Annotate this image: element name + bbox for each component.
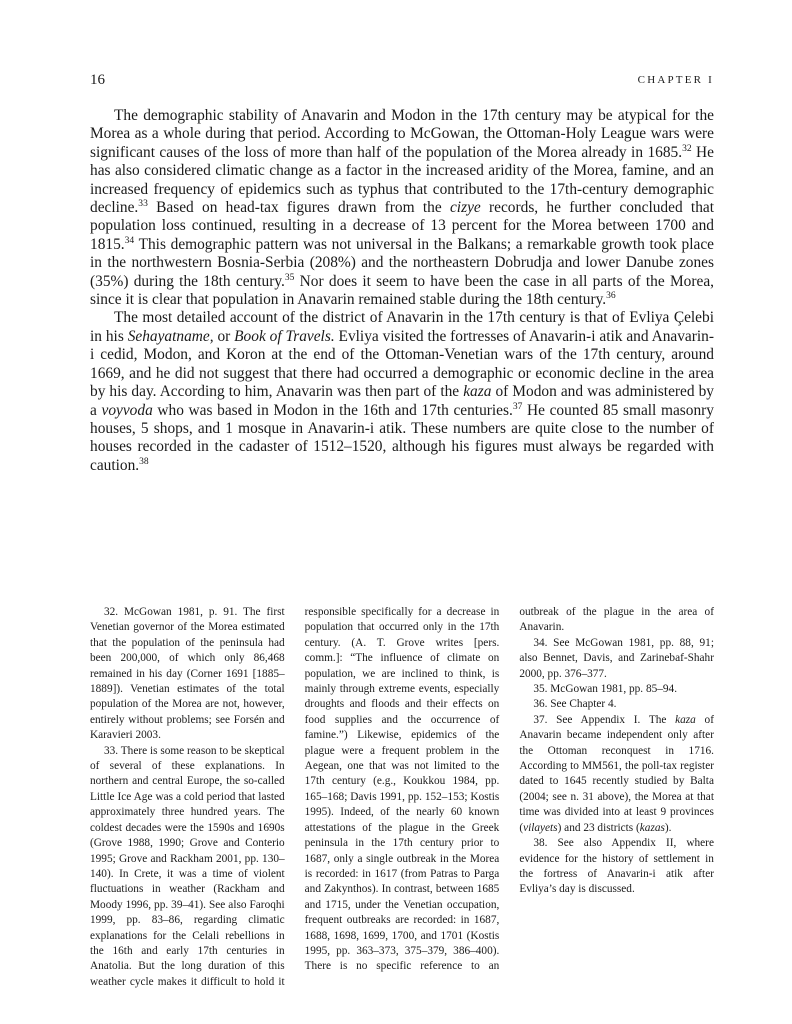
footnote xyxy=(519,713,714,836)
text-run: The demographic stability of Anavarin and Modon in the 17th century may be atypical for the Morea as a whole during that period. According to McGowan, the Ottoman-Holy League wars were significant causes of the loss of more than half of the population of the Morea already in 1685. xyxy=(90,107,714,161)
text-run: This demographic pattern was not universal in the Balkans; a remarkable growth took place in the northwestern Bosnia-Serbia (208%) and the northeastern Dobrudja and lower Danube zones (35%) during the 18th century. xyxy=(90,235,714,290)
text-run: 34. See McGowan 1981, pp. 88, 91; also Bennet, Davis, and Zarinebaf-Shahr 2000, pp. 376–377. xyxy=(519,636,714,680)
body-paragraph xyxy=(90,309,714,475)
text-run: ). xyxy=(664,821,672,834)
text-run: He counted 85 small masonry houses, 5 shops, and 1 mosque in Anavarin-i atik. These numbers are quite close to the number of houses recorded in the cadaster of 1512–1520, although his figures must always be regarded with caution. xyxy=(90,401,714,474)
note-reference: 32 xyxy=(682,142,692,154)
footnote xyxy=(519,636,714,682)
italic-term: vilayets xyxy=(523,821,558,834)
note-reference: 37 xyxy=(512,400,523,412)
footnote xyxy=(519,697,714,712)
italic-term: kaza xyxy=(463,383,492,401)
footnote xyxy=(90,605,285,744)
text-run: of Anavarin became independent only after the Ottoman reconquest in 1716. According to MM561, the poll-tax register dated to 1645 recently studied by Balta (2004; see n. 31 above), the Morea at that time was divided into at least 9 provinces ( xyxy=(519,713,714,834)
body-paragraph xyxy=(90,107,714,309)
footnote xyxy=(519,836,714,898)
running-head: CHAPTER I xyxy=(637,74,714,86)
italic-term: voyvoda xyxy=(101,401,153,419)
text-run: Evliya visited the fortresses of Anavarin-i atik and Anavarin-i cedid, Modon, and Koron at the end of the Ottoman-Venetian wars of the 17th century, around 1669, and he did not suggest that there had occurred a demographic or economic decline in the area by his day. According to him, Anavarin was then part of the xyxy=(90,327,714,401)
text-run: 33. There is some reason to be skeptical of several of these explanations. In northern and central Europe, the so-called Little Ice Age was a cold period that lasted approximately three hundred years. The coldest decades were the 1590s and 1690s (Grove 1988, 1990; Grove and Conterio 1995; Grove and Rackham 2001, pp. 130–140). In Crete, it was a time of violent fluctuations in weather (Rackham and Moody 1996, pp. 39–41). See also Faroqhi 1999, pp. 83–86, regarding climatic explanations for the Celali rebellions in the 16th and early 17th centuries in Anatolia. But the long duration of this weather cycle makes it difficult to hold it responsible specifically for a decrease in population that occurred only in the 17th century. (A. T. Grove writes [pers. comm.]: “The influence of climate on population, we are inclined to think, is mainly through extreme events, especially droughts and floods and their effects on food supplies and the occurrence of famine.”) Likewise, epidemics of the plague were a frequent problem in the Aegean, one that was not limited to the 17th century (e.g., Koukkou 1984, pp. 165–168; Davis 1991, pp. 152–153; Kostis 1995). Indeed, of the nearly 60 known attestations of the plague in the Greek peninsula in the 17th century prior to 1687, only a single outbreak in the Morea is recorded: in 1617 (from Patras to Parga and Zakynthos). In contrast, between 1685 and 1715, under the Venetian occupation, frequent outbreaks are recorded: in 1687, 1688, 1698, 1699, 1700, and 1701 (Kostis 1995, pp. 363–373, 375–379, 386–400). There is no specific reference to an outbreak of the plague in the area of Anavarin. xyxy=(90,606,714,988)
footnotes xyxy=(90,605,714,995)
text-run: 37. See Appendix I. The xyxy=(533,713,676,726)
text-run: The most detailed account of the district of Anavarin in the 17th century is that of Evliya Çelebi in his xyxy=(90,309,714,345)
text-run: ) and 23 districts ( xyxy=(557,821,640,834)
italic-term: Book of Travels. xyxy=(234,327,335,345)
text-run: or xyxy=(213,327,235,345)
text-run: 35. McGowan 1981, pp. 85–94. xyxy=(533,683,678,696)
text-run: 36. See Chapter 4. xyxy=(533,698,617,711)
text-run: 38. See also Appendix II, where evidence for the history of settlement in the fortress of Anavarin-i atik after Evliya’s day is discussed. xyxy=(519,837,714,896)
italic-term: kaza xyxy=(675,713,696,726)
footnote xyxy=(519,682,714,697)
text-run: of Modon and was administered by a xyxy=(90,383,714,419)
main-text xyxy=(90,107,714,475)
page-number: 16 xyxy=(90,72,105,88)
italic-term: cizye xyxy=(449,199,481,217)
text-run: Based on head-tax figures drawn from the xyxy=(147,199,450,217)
note-reference: 38 xyxy=(139,455,149,467)
note-reference: 36 xyxy=(606,289,616,301)
note-reference: 33 xyxy=(138,197,148,209)
italic-term: kazas xyxy=(639,821,665,834)
text-run: records, he further concluded that population loss continued, resulting in a decrease of 13 percent for the Morea between 1700 and 1815. xyxy=(90,199,714,253)
text-run: He has also considered climatic change as a factor in the increased aridity of the Morea, famine, and an increased frequency of epidemics such as typhus that contributed to the 17th-century demographic decline. xyxy=(90,143,714,217)
text-run: 32. McGowan 1981, p. 91. The first Venetian governor of the Morea estimated that the population of the peninsula had been 200,000, of which only 86,468 remained in his day (Corner 1691 [1885–1889]). Venetian estimates of the total population of the Morea are not, however, entirely without problems; see Forsén and Karavieri 2003. xyxy=(90,606,285,742)
text-run: who was based in Modon in the 16th and 17th centuries. xyxy=(152,401,513,419)
text-run: Nor does it seem to have been the case in all parts of the Morea, since it is clear that population in Anavarin remained stable during the 18th century. xyxy=(90,272,714,309)
note-reference: 35 xyxy=(284,271,295,283)
note-reference: 34 xyxy=(124,234,135,246)
page-header xyxy=(90,72,714,90)
italic-term: Sehayatname, xyxy=(127,327,214,345)
